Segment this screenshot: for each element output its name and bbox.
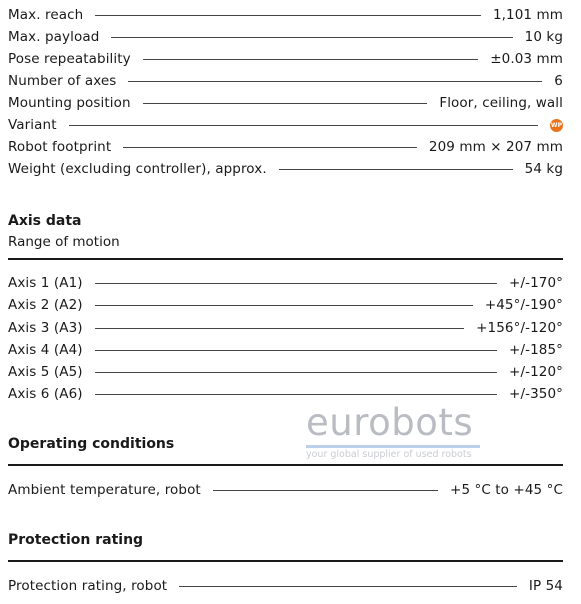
- watermark-name: eurobots: [306, 401, 474, 444]
- spec-value: [550, 117, 563, 133]
- axis-value: +/-185°: [509, 342, 563, 358]
- protection-row-robot: [8, 576, 563, 596]
- spec-row-robot-footprint: [8, 137, 563, 157]
- leader-line: [95, 15, 481, 16]
- protection-rating-title: Protection rating: [8, 532, 144, 548]
- leader-line: [95, 283, 497, 284]
- condition-label: Ambient temperature, robot: [8, 482, 201, 498]
- leader-line: [123, 147, 417, 148]
- spec-value: Floor, ceiling, wall: [439, 95, 563, 111]
- protection-label: Protection rating, robot: [8, 578, 168, 594]
- operating-row-ambient-temperature: [8, 480, 563, 500]
- axis-row-a2: [8, 295, 563, 315]
- leader-line: [143, 59, 479, 60]
- axis-row-a3: [8, 318, 563, 338]
- spec-row-pose-repeatability: [8, 49, 563, 69]
- spec-value: 10 kg: [524, 29, 563, 45]
- spec-row-max-payload: [8, 27, 563, 47]
- section-divider: [8, 258, 563, 260]
- axis-row-a4: [8, 340, 563, 360]
- leader-line: [95, 305, 473, 306]
- leader-line: [128, 81, 542, 82]
- spec-label: Pose repeatability: [8, 51, 131, 67]
- section-divider: [8, 560, 563, 562]
- axis-value: +/-170°: [509, 275, 563, 291]
- axis-label: Axis 2 (A2): [8, 297, 83, 313]
- leader-line: [213, 490, 438, 491]
- spec-row-mounting-position: [8, 93, 563, 113]
- leader-line: [95, 350, 497, 351]
- axis-row-a5: [8, 362, 563, 382]
- leader-line: [179, 586, 517, 587]
- condition-value: +5 °C to +45 °C: [450, 482, 563, 498]
- leader-line: [279, 169, 513, 170]
- spec-value: 1,101 mm: [492, 7, 563, 23]
- eurobots-watermark-logo: [306, 402, 481, 460]
- axis-row-a1: [8, 273, 563, 293]
- spec-label: Robot footprint: [8, 139, 112, 155]
- axis-label: Axis 1 (A1): [8, 275, 83, 291]
- axis-data-title: Axis data: [8, 213, 82, 229]
- spec-label: Max. reach: [8, 7, 84, 23]
- axis-label: Axis 6 (A6): [8, 386, 83, 402]
- axis-value: +45°/-190°: [484, 297, 563, 313]
- axis-row-a6: [8, 384, 563, 404]
- spec-value: 209 mm × 207 mm: [428, 139, 563, 155]
- operating-conditions-title: Operating conditions: [8, 436, 175, 452]
- spec-row-max-reach: [8, 5, 563, 25]
- axis-value: +/-120°: [509, 364, 563, 380]
- axis-label: Axis 5 (A5): [8, 364, 83, 380]
- variant-badge-icon: WP: [550, 119, 563, 132]
- spec-label: Max. payload: [8, 29, 100, 45]
- axis-label: Axis 4 (A4): [8, 342, 83, 358]
- section-divider: [8, 464, 563, 466]
- spec-row-weight: [8, 159, 563, 179]
- spec-row-variant: [8, 115, 563, 135]
- axis-value: +/-350°: [509, 386, 563, 402]
- leader-line: [95, 328, 464, 329]
- leader-line: [69, 125, 538, 126]
- axis-label: Axis 3 (A3): [8, 320, 83, 336]
- leader-line: [143, 103, 428, 104]
- spec-label: Mounting position: [8, 95, 131, 111]
- leader-line: [111, 37, 512, 38]
- spec-label: Variant: [8, 117, 57, 133]
- spec-value: ±0.03 mm: [490, 51, 563, 67]
- protection-value: IP 54: [528, 578, 563, 594]
- spec-value: 54 kg: [524, 161, 563, 177]
- spec-value: 6: [554, 73, 563, 89]
- watermark-bar: [306, 445, 480, 448]
- spec-label: Number of axes: [8, 73, 117, 89]
- watermark-tagline: your global supplier of used robots: [306, 449, 472, 460]
- spec-row-number-of-axes: [8, 71, 563, 91]
- axis-data-subtitle: Range of motion: [8, 234, 120, 250]
- leader-line: [95, 372, 497, 373]
- leader-line: [95, 394, 497, 395]
- axis-value: +156°/-120°: [476, 320, 563, 336]
- spec-label: Weight (excluding controller), approx.: [8, 161, 267, 177]
